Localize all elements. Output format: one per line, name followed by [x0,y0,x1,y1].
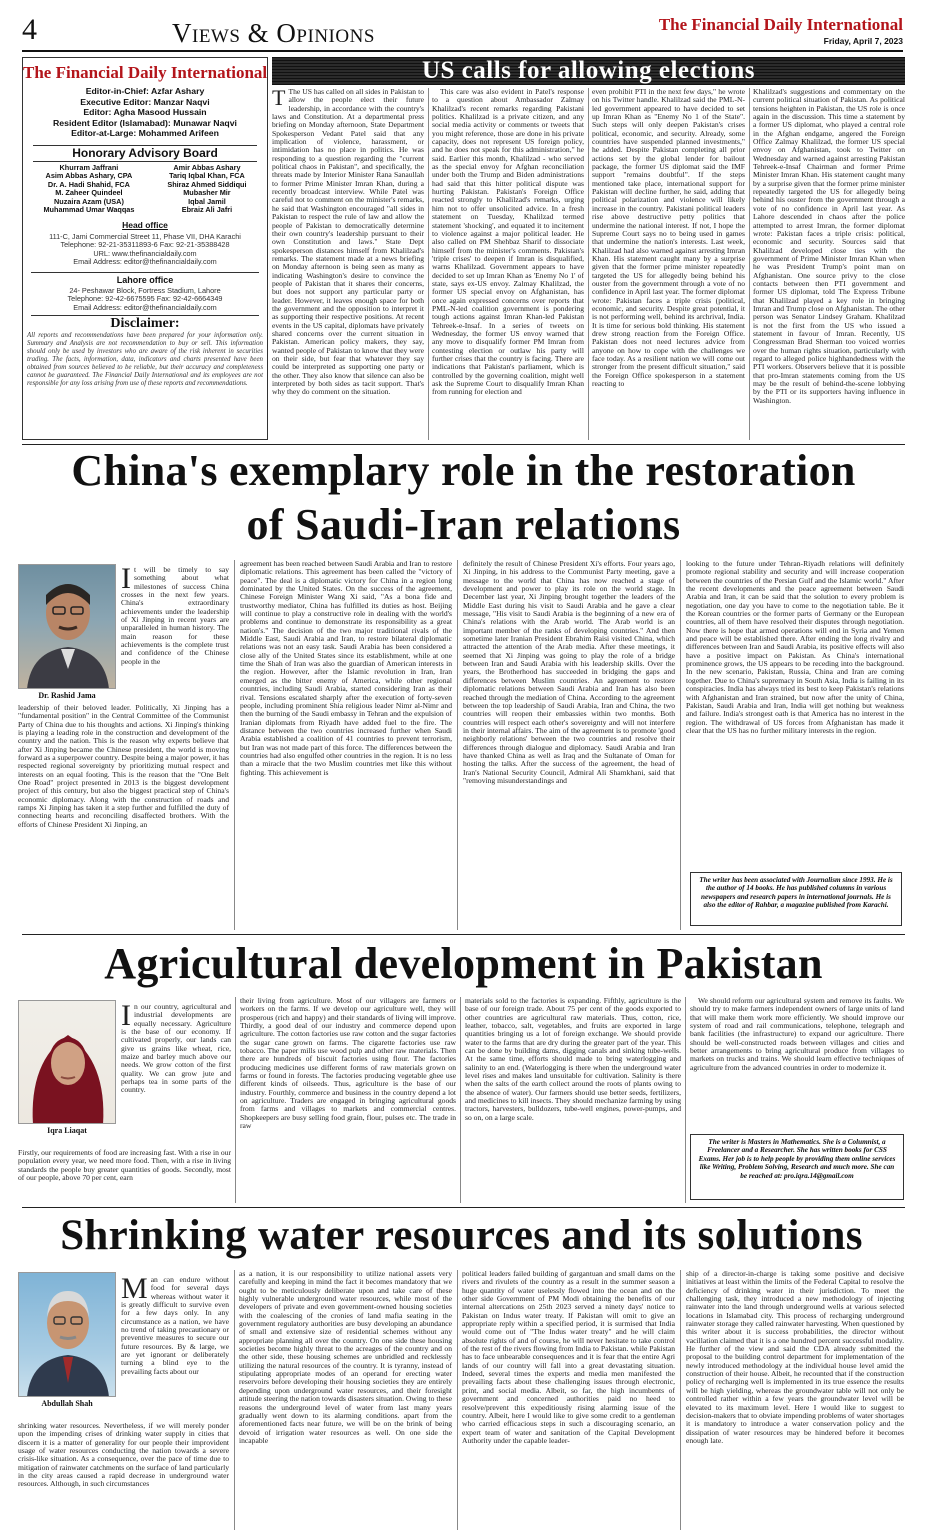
author-photo [18,564,116,702]
article-column [18,1422,229,1530]
column-rule [235,997,236,1203]
article-column [463,560,675,930]
article-text: Firstly, our requirements of food are increasing fast. With a rise in our population every year, we need more food. Then, with a rise in living standards the people buy greater quantities of goods. Secondly, most of our people, above 70 per cent, earn [18,1149,231,1183]
article-text: n our country, agricultural and industrial developments are equally necessary. Agriculture is the base of our economy. If cultivated properly, our lands can give us grains like wheat, rice, maize and barley much above our needs. We grow cotton of the first quality. We can grow jute and perhaps tea in some parts of the country. [121,1003,231,1095]
article-text: an can endure without food for several days whereas without water it is greatly difficult to survive even for a few days only. In any circumstance as a nation, we have no trend of taking precautionary or preventive measures to secure our future resources. By & large, we are yet ignorant or deliberately turning a blind eye to the prevailing facts about our [121,1276,229,1376]
article-column [690,997,904,1131]
page-number: 4 [22,13,37,46]
column-rule [685,997,686,1203]
author-portrait-icon [19,1273,116,1397]
article-text: as a nation, it is our responsibility to utilize national assets very carefully and keeping in mind the fact it becomes mandatory that we ought to be meticulously deliberate upon and take care of these highly vulnerable underground water resources, while most of the developers of private and even government-owned housing societies with the coalescing of the cronies of land mafia seating in the government regulatory authorities are busy developing an abundance of small and extensive size of residential schemes without any appropriate planning all over the country. On one side these housing societies become highly threat to the acreages of the country and on the other side, these housing schemes are unbridled and recklessly utilizing the natural resources of the country. It is tyranny, instead of stipulating appropriate modes of an operand for erecting water reservoirs before developing their housing societies they are entirely depending upon underground water resources, and their foresight attitude steering the nation towards disasters situation. Owing to these reasons the underground level of water from last many years gradually went down to its alarming conditions. apart from the aforementioned facts near future, we will be on the brink of being devoid of irrigation water resources as well. On one side the incapable [239,1270,452,1445]
article-intro [121,1003,231,1149]
masthead-title: The Financial Daily International [23,63,268,82]
editor-line: Resident Editor (Islamabad): Munawar Naqvi [53,117,237,128]
article-text: t will be timely to say something about what milestones of success China crosses in the next few years. China's extraordinary achievements under the leadership of Xi Jinping in recent years are unparalleled in human history. The main reason for these achievements is the complete trust and confidence of the Chinese people in the [121,566,229,666]
board-member: Khurram Jaffrani [59,162,119,172]
board-member: Amir Abbas Ashary [173,162,241,172]
article-text: their living from agriculture. Most of our villagers are farmers or workers on the farms. If we develop our agriculture well, they will prosperous (rich and happy) and their standards of living will improve. Thirdly, a good deal of our industry and commerce depend upon agriculture. The cotton factories use raw cotton and the sugar factories the sugar cane grown on farms. The cigarette factories use raw tobacco. The paper mills use wood pulp and other raw materials. Then there are hundreds of biscuit factories using flour. The factories producing medicines use different forms of raw materials grown on farms or found in forests. The factories producing vegetable ghee use different kinds of oilseeds. Thus, agriculture is the base of our industry. Fourthly, commerce and business in the country depend a lot on agriculture. Traders are engaged in bringing agricultural goods from farms and villages to markets and commercial centres. Shopkeepers are busy selling food grain, flour, pulses etc. The trade in raw [240,997,456,1131]
column-rule [457,560,458,930]
column-rule [457,1270,458,1530]
article-column [240,560,452,930]
article-headline: China's exemplary role in the restoration [71,446,856,495]
editorial-dropcap: T [272,88,286,110]
board-member: Muhammad Umar Waqqas [43,205,135,215]
editorial-column [753,88,905,440]
editorial-text: Khalilzad's suggestions and commentary on the current political situation of Pakistan. As political tensions heighten in Pakistan, the US role is once again in the discussion. This time a statement by a former US diplomat, who played a central role in the Afghan endgame, angered the Foreign Office Zalmay Khalilzad, the former US special envoy on Afghanistan, took to Twitter on Wednesday and warned against arresting Pakistan Tehreek-e-Insaf Chairman and former Prime Minister Imran Khan. His statement caught many by a surprise given that the former prime minister repeatedly targeted the US for allegedly being behind his ouster from the government through a vote of no confidence in April last year. As Lahore descended in chaos after the police attempted to arrest Imran, the former diplomat wrote: Pakistan faces a triple crisis: political, economic and security. Sources said that Khalilzad developed close ties with the government of Prime Minister Imran Khan when he was President Trump's point man on Afghanistan. One source privy to the close contacts between then PTI government and former US diplomat, told The Express Tribune that Khalilzad played a key role in bringing Imran and Trump close on Afghanistan. The other person was Senator Lindsey Graham. Khalilzad is not the first from the US who issued a statement in favour of Imran. Recently, US Congressman Brad Sherman too voiced worries over the human rights situation, particularly with regard to alleged police highhandedness with the PTI workers. Observers believe that it is possible that pro-Imran statements coming from the US may be the result of behind-the-scene lobbying by the PTI or its supporters having influence in Washington. [753,88,905,405]
article-column [239,1270,452,1530]
board-member: Nuzaira Azam (USA) [54,196,124,206]
article-text: definitely the result of Chinese President Xi's efforts. Four years ago, Xi Jinping, in his address to the Communist Party meeting, gave a message to the world that China has now reached a stage of development and power to play its role on the world stage. In December last year, Xi Jinping brought together the leaders of the Middle East during his visit to Saudi Arabia and he gave a clear message, "His visit to Saudi Arabia is the beginning of a new era of China's relations with the Arab world. The Arab world is an important member of the ranks of developing countries." And then sometime later Iranian President Ebrahim Raisi visited China, which attracted the attention of the Arab media. After these meetings, it seemed that Xi Jinping was going to play the role of a bridge between Iran and Saudi Arabia with his leadership skills. Over the years, the Brotherhood has succeeded in bridging the gaps and differences between Muslim countries. An agreement to restore diplomatic relations between Saudi Arabia and Iran has also been reached through the mediation of China. According to the agreement between the top leadership of Saudi Arabia, Iran and China, the two countries will reopen their embassies within two months. Both countries will respect each other's sovereignty and will not interfere in their internal affairs. The aim of the agreement is to promote 'good neighborly relations' between the two countries and resolve their differences through dialogue and diplomacy. Saudi Arabia and Iran have thanked China as well as Iraq and the Sultanate of Oman for hosting the talks. After the success of the agreement, the head of Iran's National Security Council, Admiral Ali Shamkhani, said that "removing misunderstandings and [463,560,675,785]
column-rule [234,560,235,930]
lahore-office-line: Telephone: 92-42-6675595 Fax: 92-42-6664349 [67,294,223,304]
editorial-title-bar [272,57,905,85]
article-text: political leaders failed building of gargantuan and small dams on the rivers and rivulets of the country as a result in the summer season a huge quantity of water uselessly flowed into the ocean and on the other side Government of PM Modi obtaining the benefits of our internal altercations on 25th 2023 served a ninety days' notice to Pakistan on Indus water treaty. If Pakistan will omit to give an appropriate reply within a specified period, it is surmised that India would come out of "The Indus water treaty" and he will claim absolute rights of and of course, he will never hesitate to take control of the rest of the rivers flowing from India to Pakistan. while Pakistan has to face unbearable consequences and it is fear that the entire Agri lands of our country will fall into a great devastating situation. Indeed, several times the experts and media men manifested the prevailing facts about these challenging issues through electronic, print, and social media. Albeit, so far, the high incumbents of government and concerned authorities paid no heed to resolve/prevent this expeditiously rising alarming issue of the country. Albeit, here I would like to give some credit to a gentleman who carried efficacious steps in such a discouraging scenario, an expert team of water and sanitation of the Capital Development Authority under the capable leader- [462,1270,675,1445]
disclaimer-text: All reports and recommendations have been prepared for your information only. Summary and Analysis are not recommendation to buy or sell. This information should only be used by investors who are aware of the risk inherent in securities trading. The facts, information, data, indicators and charts presented have been obtained from sources believed to be reliable, but their accuracy and completeness cannot be guaranteed. The Financial Daily International and its employees are not responsible for any loss arising from use of these reports and recommendations. [27,332,263,387]
head-office-line: Email Address: editor@thefinancialdaily.com [73,257,217,267]
advisory-board-title: Honorary Advisory Board [33,145,257,162]
masthead-box [22,57,268,440]
editor-line: Editor-at-Large: Mohammed Arifeen [71,128,219,139]
board-member: Iqbal Jamil [188,196,226,206]
board-member: Mubasher Mir [183,188,231,198]
board-member: M. Zaheer Quindeel [55,188,123,198]
brand-name: The Financial Daily International [658,15,903,34]
header-rule [22,50,903,52]
lahore-office-line: 24- Peshawar Block, Fortress Stadium, Lahore [69,285,221,295]
article-text: ship of a director-in-charge is taking some positive and decisive initiatives at least within the limits of the Federal Capital to resolve the deficiency of drinking water in their jurisdiction. To meet the challenging task, they introduced a new methodology of injecting rainwater into the land through underground wells at various selected locations in Islamabad city. This process of recharging underground rainwater storage they called rainwater harvesting. When questioned by this writer about it is success probabilities, the director without vacillation claimed that it is a one hundred percent successful modality. He further of the view and said the CDA already submitted the proposal to the building control department for implementation of the newly introduced methodology at the individual house level amid the construction of their house. Albeit, he recounted that if the construction policy of recharging well is implemented in its true essence the results will be high yielding, whereas the groundwater table will not only be controlled rather within a few years the groundwater level will be elevated to its maximum level. Here I would like to suggest to decision-makers that to obviate impending problems of water shortages it is mandatory to introduce a water conservation policy and the dissipation of water resources may be hindered before it becomes enough late. [686,1270,904,1445]
head-office-line: 111-C, Jami Commercial Street 11, Phase VII, DHA Karachi [49,231,241,241]
head-office-title: Head office [122,219,168,230]
column-rule [428,88,429,440]
article-dropcap: I [121,1003,131,1032]
author-note: The writer has been associated with Journalism since 1993. He is the author of 14 books. He has published columns in various newspapers and research papers in international journals. He is also the editor of Rahbar, a magazine published from Karachi. [690,872,902,926]
column-rule [588,88,589,440]
article-intro [121,1276,229,1422]
column-rule [680,1270,681,1530]
article-column [686,1270,904,1530]
column-rule [460,997,461,1203]
article-text: We should reform our agricultural system and remove its faults. We should try to make farmers independent owners of large units of land that will make them work more efficiently. We should improve our system of road and rail communications, telephone, telegraph and bank facilities (the infrastructure) to expand our agriculture. There should be well-constructed roads between villages and cities and better arrangements to bring agricultural produce from villages to markets on trucks and trains. We should learn effective techniques of agriculture from the advanced countries in order to modernize it. [690,997,904,1072]
author-name: Iqra Liaqat [18,1123,116,1137]
article-headline: Agricultural development in Pakistan [104,939,823,988]
author-name: Dr. Rashid Jama [18,688,116,702]
editor-line: Editor: Agha Masood Hussain [83,107,207,118]
column-rule [749,88,750,440]
editorial-column [592,88,745,440]
section-title: Views & Opinions [172,18,375,48]
author-name: Abdullah Shah [18,1396,116,1410]
article-column [18,704,229,930]
editorial-title: US calls for allowing elections [421,57,756,84]
article-dropcap: M [121,1276,148,1305]
editor-line: Executive Editor: Manzar Naqvi [80,96,210,107]
article-text: agreement has been reached between Saudi Arabia and Iran to restore diplomatic relations. This agreement has been called the "victory of peace". The deal is a diplomatic victory for China in a region long dominated by the United States. On the success of the agreement, Chinese Foreign Minister Wang Xi said, "As a bona fide and trustworthy mediator, China has fulfilled its duties as host. Beijing will continue to play a constructive role in dealing with the world's problems and continue to demonstrate its responsibility as a great nation's." The decision of the two major traditional rivals of the Middle East, Saudi Arabia and Iran, to restore bilateral diplomatic relations was not an easy task. Saudi Arabia has been considered a close ally of the United States since its establishment, while at one time the Shah of Iran was also the guardian of American interests in the region. However, after the Islamic revolution in Iran, Iran emerged as the bitter enemy of America, while other regional countries, including Saudi Arabia, started considering Iran as their rival. Tensions escalated sharply after the execution of forty-seven people, including prominent Shia religious leader Nimr al-Nimr and then the burning of the Saudi embassy in Tehran and the expulsion of Iranian diplomats from Riyadh have added fuel to the fire. The distance between the two countries increased further when Saudi Arabia established a coalition of 41 countries to prevent terrorism, but Iran was not made part of this force. The differences between the countries had also engulfed other countries in the region. It is no less than a miracle that the two Muslim countries met like this without fighting. This achievement is [240,560,452,777]
article-column [465,997,681,1203]
board-member: Asim Abbas Ashary, CPA [45,171,133,181]
advisory-board-list [23,164,267,215]
editor-line: Editor-in-Chief: Azfar Ashary [85,86,205,96]
lahore-office-line: Email Address: editor@thefinancialdaily.com [73,302,217,312]
board-member: Shiraz Ahmed Siddiqui [167,179,247,189]
board-member: Tariq Iqbal Khan, FCA [169,171,245,181]
lahore-office-title: Lahore office [31,272,259,285]
section-divider [22,934,905,935]
board-member: Dr. A. Hadi Shahid, FCA [47,179,130,189]
article-text: materials sold to the factories is expanding. Fifthly, agriculture is the base of our foreign trade. About 75 per cent of the goods exported to other countries are agricultural raw materials. Thus, cotton, rice, leather, tobacco, salt, vegetables, and fruits are exported in large quantities bringing us a lot of foreign exchange. We should provide water to the farms that are dry during the greater part of the year. This can be done by building dams, digging canals and sinking tube-wells. At the same time, efforts should made to bring waterlogging and salinity to an end. (Waterlogging is there when the underground water level rises and makes land unsuitable for cultivation. Salinity is there when the salts of the earth collect around the roots of plants owing to the absence of water). Our farmers should use better seeds, fertilizers, and medicines to kill insects. They should mechanize farming by using tractors, harvesters, bulldozers, tube-well engines, power-pumps, and so on, on a large scale. [465,997,681,1122]
column-rule [234,1270,235,1530]
article-column [462,1270,675,1530]
author-note: The writer is Masters in Mathematics. She is a Columnist, a Freelancer and a Researcher. She has written books for CSS Exams. Her job is to help people by providing them online services like Writing, Problem Solving, Research and much more. She can be reached at: pro.iqra.14@gmail.com [690,1134,904,1200]
section-divider [22,444,905,445]
article-intro [121,566,229,704]
head-office-line: Telephone: 92-21-35311893-6 Fax: 92-21-35388428 [60,240,230,250]
article-text: leadership of their beloved leader. Politically, Xi Jinping has a "fundamental position" in the Central Committee of the Communist Party of China due to his thoughts and actions. Xi Jinping's thinking is playing a leading role in the construction and development of the country and the nation. This is the reason why experts believe that after Xi Jinping became the Chinese president, the world is moving forward as a superpower country. Despite being a major power, it has respected regional sovereignty by prioritizing mutual respect and interests on an equal footing. This is the reason that the "One Belt One Road" project presented in 2013 is the biggest development project of this century, but also the biggest practical step of China's economic diplomacy. Along with the construction of roads and ramps Xi Jinping has taken it a step further and fulfilled the duty of connecting hearts and reconciling disaffected brothers. With the efforts of Chinese President Xi Jinping, an [18,704,229,829]
article-text: looking to the future under Tehran-Riyadh relations will definitely promote regional stability and security and will increase cooperation between the countries of the Persian Gulf and the Islamic world." After the recent developments and the peace agreement between Saudi Arabia and Iran, it can be said that the solution to every problem is negotiation, one day you have to come to the negotiation table. Be it the Korean countries or the former parts of Germany or the European countries, all of them have resolved their disputes through negotiation. Now there is hope that armed operations will end in Syria and Yemen and peace will be established there. After ending the long rivalry and differences between Iran and Saudi Arabia, its positive effects will also have a positive impact on Pakistan. As China's international prominence grows, the US appears to be receding into the background. In the new scenario, Pakistan, Russia, China and Iran are coming together. Due to China's supremacy in South Asia, India is failing in its conspiracies. India has always tried its best to keep Pakistan's relations with Afghanistan and Iran strained, but now after the unity of China, Pakistan, Saudi Arabia and Iran, India will get nothing but weakness and failure. India's strongest oath is that America has no interest in the region. The withdrawal of US forces from Afghanistan has made it clear that the US has no further military interests in the region. [686,560,904,735]
editor-list [23,86,267,139]
editorial-text: The US has called on all sides in Pakistan to allow the people elect their future leadership, in accordance with the country's laws and Constitution. At a departmental press briefing on Monday afternoon, State Department Spokesperson Vedant Patel said that any implication of violence, harassment, or intimidation has no place in politics. He was responding to a question regarding the "current political chaos in Pakistan", and specifically, the threats made by Interior Minister Rana Sanaullah to former Prime Minister Imran Khan, during a recently broadcast interview. While Patel was careful not to comment on the minister's remarks, he said that Washington encouraged "all sides in Pakistan to respect the rule of law and allow the people of Pakistan to democratically determine their own country's leadership pursuant to their own Constitution and laws." State Dept spokesperson distances himself from Khalilzad's remarks. The statement made at a news briefing on Monday afternoon is being seen as many as indicating Washington's desire to convince the people of Pakistan that it shares their concerns, but does not support any particular party or leader. However, it leaves enough space for both the government and the opposition to interpret it as supporting their respective positions. At recent events in the US capital, diplomats have privately shared concerns over the current situation in Pakistan. American policy makers, they say, wanted people of Pakistan to know that they were on their side, but fear that whatever they say could be interpreted as supporting one party or the other. They also know that silence can also be interpreted by both sides as tacit support. That's why they do comment on the situation. [272,88,424,397]
article-text: shrinking water resources. Nevertheless, if we will merely ponder upon the impending crises of drinking water supply in cities that discern it is a matter of generality for our people their improvident usage of water resources conducting the nation towards a severe crisis-like situation. As a consequence, over the pace of time due to mitigation of rainwater catchments on the surface of land particularly in the city areas caused a rapid decrease in underground water resources. Although, in such circumstances [18,1422,229,1489]
author-photo [18,1000,116,1137]
column-rule [680,560,681,930]
editorial-text: even prohibit PTI in the next few days," he wrote on his Twitter handle. Khalilzad said the PML-N-led government appeared to have decided to set up Imran Khan as "Enemy No 1 of the State". Such steps will only deepen Pakistan's crises political, economic, and security. Already, some countries have suspended planned investments," he added. Despite Pakistan completing all prior actions set by the global lender for bailout package, the former US diplomat said the IMF support "remains doubtful". If the steps mentioned take place, international support for Pakistan will decline further, he said, adding that political polarization and violence will likely increase in the country. Pakistani political leaders rise above destructive petty politics that undermine the national interest. If not, I hope the Supreme Court says no to being used in games that undermine the nation's interests. Last week, Khalilzad had also warned against arresting Imran Khan. His statement caught many by a surprise given that the former prime minister repeatedly targeted the US for allegedly being behind his ouster from the government through a vote of no confidence in April last year. The former diplomat wrote: Pakistan faces a triple crisis (political, economic, and security. Despite great potential, it is not performing well, behind its archrival, India. It is time for serious bold thinking. His statement drew strong reaction from the Foreign Office. Pakistan does not need lectures advice from anyone on how to cope with the challenges we face today. As a resilient nation we will come out stronger from the present difficult situation," said the Foreign Office spokesperson in a statement reacting to [592,88,745,389]
head-office-line: URL: www.thefinancialdaily.com [93,248,197,258]
disclaimer-title: Disclaimer: [31,315,259,332]
section-divider [22,1207,905,1208]
board-member: Ebraiz Ali Jafri [181,205,233,215]
article-headline: of Saudi-Iran relations [246,500,681,549]
editorial-column [272,88,424,440]
author-photo [18,1272,116,1410]
author-portrait-icon [19,1001,116,1125]
article-column [240,997,456,1203]
article-column [686,560,904,870]
issue-date: Friday, April 7, 2023 [823,36,903,46]
author-portrait-icon [19,565,116,689]
editorial-column [432,88,584,440]
article-dropcap: I [121,566,131,595]
editorial-text: This care was also evident in Patel's response to a question about Ambassador Zalmay Khalilzad's recent remarks regarding Pakistani politics. Khalilzad is a private citizen, and any social media activity or comments or tweets that you might reference, those are done in his private capacity, does not represent US foreign policy, and he does not speak for this administration," he said. Earlier this month, Khalilzad - who served as the special envoy for Afghan reconciliation under both the Trump and Biden administrations had said that this hitter political dispute was hurting Pakistan. Pakistan's Foreign Office reacted strongly to Khalilzad's remarks, urging him not to offer unsolicited advice. In a fresh statement on Tuesday, Khalilzad termed statement 'shocking', and equated it to incitement to violence against a major political leader. He also called on PM Shehbaz Sharif to dissociate himself from the minister's comments. Pakistan's 'triple crises' to deepen if Imran is disqualified, warns Khalilzad. Government appears to have decided to set up Imran Khan as 'Enemy No 1' of state, says ex-US envoy. Zalmay Khalilzad, the former US special envoy on Afghanistan, has once again expressed concerns over reports that PML-N-led coalition government is pondering tough actions against Imran Khan-led Pakistan Tehreek-e-Insaf. In a series of tweets on Wednesday, the former US envoy warned that any move to disqualify former PM Imran from contesting election or outlaw his party will further crises that the country is facing. There are indications that Pakistan's parliament, which is controlled by the governing coalition, might well ask the Supreme Court to disqualify Imran Khan from running for election and [432,88,584,397]
article-column [18,1149,231,1201]
article-headline: Shrinking water resources and its solutions [60,1212,863,1259]
